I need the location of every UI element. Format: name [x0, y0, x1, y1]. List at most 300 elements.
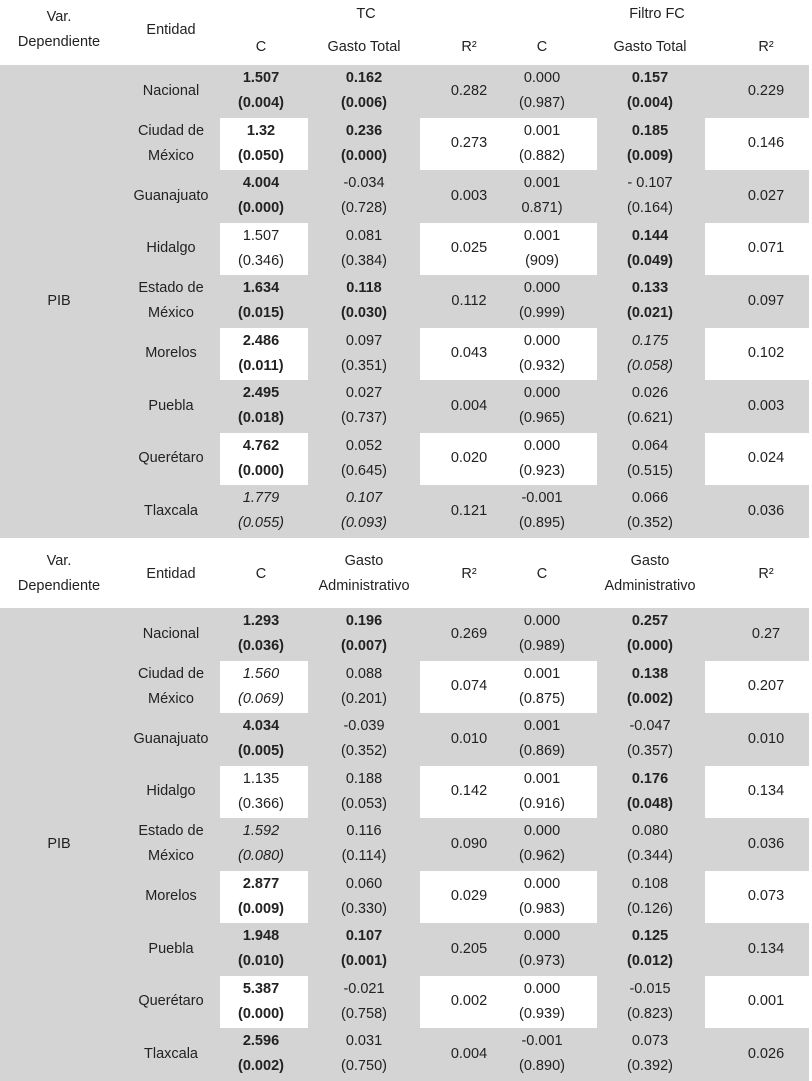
- cell-c1: [216, 976, 306, 1029]
- cell-c2-line: -0.001: [521, 490, 563, 507]
- cell-c2-line: 0.000: [523, 385, 561, 402]
- cell-entity: [121, 871, 221, 924]
- cell-entity-line: Estado de: [138, 280, 204, 297]
- cell-g2-line: (0.012): [627, 953, 673, 970]
- cell-c2-line: 0.001: [523, 770, 561, 787]
- cell-c1-line: 1.507: [242, 70, 280, 87]
- cell-c1-line: (0.055): [238, 515, 284, 532]
- cell-c1-line: 2.495: [242, 385, 280, 402]
- cell-entity-line: Puebla: [148, 397, 194, 414]
- cell-r2: [721, 275, 811, 328]
- cell-r2-value: 0.036: [747, 502, 785, 519]
- cell-g1-line: (0.114): [341, 848, 387, 865]
- cell-c2: [497, 433, 587, 486]
- cell-g2-line: 0.176: [631, 770, 669, 787]
- cell-g1: [319, 485, 409, 538]
- cell-g1-line: 0.116: [346, 823, 382, 840]
- cell-r1-value: 0.004: [450, 1045, 488, 1062]
- cell-c1: [216, 923, 306, 976]
- results-table: [0, 540, 809, 1081]
- cell-c1: [216, 871, 306, 924]
- header-c1-label: C: [255, 565, 267, 582]
- cell-c1-line: (0.000): [238, 1005, 284, 1022]
- cell-g2: [605, 485, 695, 538]
- cell-c2-line: (0.923): [519, 462, 565, 479]
- cell-r1-value: 0.004: [450, 397, 488, 414]
- cell-c2: [497, 1028, 587, 1081]
- header-var-dependiente-line: Dependiente: [17, 578, 101, 594]
- cell-c2-line: (0.895): [519, 515, 565, 532]
- header-g2: [585, 540, 715, 608]
- cell-r2-value: 0.229: [747, 82, 785, 99]
- cell-g1: [319, 170, 409, 223]
- cell-entity: [121, 433, 221, 486]
- cell-g2-line: (0.126): [627, 900, 673, 917]
- cell-c2: [497, 170, 587, 223]
- cell-c1-line: 1.592: [242, 823, 280, 840]
- cell-g2: [605, 328, 695, 381]
- cell-g1-line: -0.039: [343, 718, 385, 735]
- cell-g1-line: (0.330): [341, 900, 387, 917]
- header-g2: [585, 34, 715, 60]
- cell-c2: [497, 923, 587, 976]
- cell-r1-value: 0.142: [450, 783, 488, 800]
- cell-g2-line: (0.357): [627, 743, 673, 760]
- cell-g1-line: (0.001): [341, 953, 387, 970]
- cell-g2-line: (0.621): [627, 410, 673, 427]
- cell-r2: [721, 608, 811, 661]
- cell-g2: [605, 380, 695, 433]
- cell-entity-line: Puebla: [148, 940, 194, 957]
- header-g2-label: Gasto Total: [613, 38, 687, 55]
- cell-g1-line: (0.728): [341, 200, 387, 217]
- cell-r2-value: 0.024: [747, 450, 785, 467]
- cell-g1: [319, 1028, 409, 1081]
- cell-g2-line: (0.515): [627, 462, 673, 479]
- cell-c2-line: 0.001: [523, 718, 561, 735]
- header-g2-line: Administrativo: [604, 578, 696, 594]
- header-g1-line: Administrativo: [318, 578, 410, 594]
- cell-entity: [121, 608, 221, 661]
- header-g1-label: Gasto Total: [327, 38, 401, 55]
- cell-g2-line: (0.009): [627, 147, 673, 164]
- cell-g2-line: 0.125: [631, 928, 669, 945]
- cell-r1-value: 0.090: [450, 835, 488, 852]
- cell-r2: [721, 871, 811, 924]
- cell-g1: [319, 818, 409, 871]
- cell-r2-value: 0.010: [747, 730, 785, 747]
- cell-c2-line: 0.000: [523, 332, 561, 349]
- cell-g1-line: 0.052: [345, 437, 383, 454]
- cell-r1-value: 0.121: [450, 502, 488, 519]
- cell-r2-value: 0.027: [747, 187, 785, 204]
- cell-c2: [497, 275, 587, 328]
- cell-c1-line: (0.080): [238, 848, 284, 865]
- cell-g2-line: 0.144: [631, 227, 669, 244]
- cell-g2-line: 0.157: [631, 70, 669, 87]
- cell-c1: [216, 433, 306, 486]
- cell-g1-line: 0.060: [345, 875, 383, 892]
- header-entidad-label: Entidad: [146, 565, 196, 582]
- cell-g2-line: 0.138: [631, 665, 669, 682]
- cell-g2-line: 0.066: [631, 490, 669, 507]
- cell-entity: [121, 923, 221, 976]
- cell-c1-line: (0.018): [238, 410, 284, 427]
- cell-c2-line: (0.932): [519, 357, 565, 374]
- cell-r2: [721, 380, 811, 433]
- cell-r2-value: 0.102: [747, 345, 785, 362]
- cell-c2-line: (0.983): [519, 900, 565, 917]
- cell-g2-line: (0.049): [627, 252, 673, 269]
- header-g2-line: Gasto: [630, 553, 670, 569]
- cell-g2-line: 0.064: [631, 437, 669, 454]
- cell-c2: [497, 65, 587, 118]
- cell-c2: [497, 871, 587, 924]
- cell-g2: [605, 661, 695, 714]
- cell-r2-value: 0.134: [747, 940, 785, 957]
- cell-entity: [121, 328, 221, 381]
- cell-g2-line: (0.021): [627, 305, 673, 322]
- cell-g1-line: 0.236: [345, 122, 383, 139]
- header-entidad-label: Entidad: [146, 21, 196, 38]
- cell-c2: [497, 818, 587, 871]
- cell-r2: [721, 713, 811, 766]
- cell-c2-line: (0.890): [519, 1058, 565, 1075]
- cell-r1-value: 0.010: [450, 730, 488, 747]
- cell-c1-line: (0.011): [238, 357, 284, 374]
- cell-c1: [216, 275, 306, 328]
- cell-g2: [605, 923, 695, 976]
- header-r2-label: R²: [758, 38, 774, 55]
- cell-g1-line: (0.007): [341, 638, 387, 655]
- cell-c1: [216, 608, 306, 661]
- cell-g1-line: (0.053): [341, 795, 387, 812]
- cell-r2: [721, 223, 811, 276]
- cell-r2-value: 0.026: [747, 1045, 785, 1062]
- cell-g2: [605, 818, 695, 871]
- header-r1-label: R²: [461, 38, 477, 55]
- cell-entity: [121, 380, 221, 433]
- header-g1-line: Gasto: [344, 553, 384, 569]
- cell-g1: [319, 65, 409, 118]
- cell-entity: [121, 713, 221, 766]
- cell-r1-value: 0.020: [450, 450, 488, 467]
- header-group-tc-label: TC: [356, 5, 376, 22]
- cell-c1-line: 5.387: [242, 980, 280, 997]
- cell-r2: [721, 118, 811, 171]
- cell-c1: [216, 118, 306, 171]
- cell-g1-line: (0.645): [341, 462, 387, 479]
- cell-g1-line: (0.758): [341, 1005, 387, 1022]
- cell-c2-line: 0.000: [523, 280, 561, 297]
- cell-r2: [721, 818, 811, 871]
- cell-r2: [721, 661, 811, 714]
- cell-g1: [319, 766, 409, 819]
- cell-c2-line: 0.001: [523, 122, 561, 139]
- cell-g2-line: (0.058): [627, 357, 673, 374]
- cell-c1-line: 1.948: [242, 928, 280, 945]
- cell-entity: [121, 1028, 221, 1081]
- cell-entity: [121, 223, 221, 276]
- cell-g1-line: 0.097: [345, 332, 383, 349]
- cell-g2-line: (0.344): [627, 848, 673, 865]
- cell-r1-value: 0.029: [450, 888, 488, 905]
- cell-c2: [497, 976, 587, 1029]
- cell-c1-line: (0.000): [238, 462, 284, 479]
- cell-r2-value: 0.097: [747, 292, 785, 309]
- cell-c1-line: (0.010): [238, 953, 284, 970]
- cell-g2: [605, 170, 695, 223]
- cell-c1-line: (0.002): [238, 1058, 284, 1075]
- cell-c2: [497, 608, 587, 661]
- cell-r2: [721, 766, 811, 819]
- cell-c1: [216, 223, 306, 276]
- cell-entity: [121, 275, 221, 328]
- cell-g1: [319, 328, 409, 381]
- cell-c1-line: 4.034: [242, 718, 280, 735]
- cell-c2-line: (0.989): [519, 638, 565, 655]
- cell-g1-line: 0.118: [346, 280, 382, 297]
- cell-c1-line: (0.366): [238, 795, 284, 812]
- cell-g2-line: 0.080: [631, 823, 669, 840]
- header-c1-label: C: [255, 38, 267, 55]
- header-var-dependiente-line: Var.: [46, 553, 72, 569]
- cell-r1-value: 0.003: [450, 187, 488, 204]
- cell-entity-line: Morelos: [145, 345, 197, 362]
- cell-r2: [721, 170, 811, 223]
- cell-g2-line: (0.000): [627, 638, 673, 655]
- cell-g1-line: 0.188: [345, 770, 383, 787]
- cell-g1-line: (0.030): [341, 305, 387, 322]
- cell-c1-line: 4.762: [242, 437, 280, 454]
- cell-g1-line: (0.093): [341, 515, 387, 532]
- cell-entity: [121, 661, 221, 714]
- cell-g2: [605, 118, 695, 171]
- cell-c1-line: (0.050): [238, 147, 284, 164]
- cell-c2-line: (0.939): [519, 1005, 565, 1022]
- cell-g2: [605, 976, 695, 1029]
- cell-c2-line: 0.000: [523, 437, 561, 454]
- header-c2-label: C: [536, 565, 548, 582]
- cell-g1-line: (0.737): [341, 410, 387, 427]
- header-group-filtro-fc-label: Filtro FC: [629, 5, 685, 22]
- cell-g2-line: (0.002): [627, 690, 673, 707]
- header-var-dependiente: [4, 540, 114, 608]
- header-r1-label: R²: [461, 565, 477, 582]
- cell-g2: [605, 433, 695, 486]
- cell-g1-line: 0.107: [345, 490, 383, 507]
- cell-entity-line: México: [148, 690, 194, 707]
- cell-g2: [605, 713, 695, 766]
- cell-c2-line: 0.000: [523, 980, 561, 997]
- cell-c1: [216, 328, 306, 381]
- cell-g1-line: 0.081: [345, 227, 383, 244]
- cell-c1: [216, 170, 306, 223]
- cell-c2: [497, 766, 587, 819]
- cell-entity-line: México: [148, 848, 194, 865]
- cell-g1-line: 0.031: [345, 1033, 383, 1050]
- cell-g1: [319, 275, 409, 328]
- cell-g1-line: -0.034: [343, 175, 385, 192]
- cell-c2-line: (0.987): [519, 95, 565, 112]
- cell-c1-line: 4.004: [242, 175, 280, 192]
- cell-c1-line: 2.486: [242, 332, 280, 349]
- cell-c1-line: 2.596: [242, 1033, 280, 1050]
- cell-r2-value: 0.073: [747, 888, 785, 905]
- cell-g1-line: (0.006): [341, 95, 387, 112]
- cell-c1: [216, 380, 306, 433]
- cell-entity-line: México: [148, 305, 194, 322]
- cell-g2-line: (0.048): [627, 795, 673, 812]
- cell-c2-line: (0.916): [519, 795, 565, 812]
- cell-c2-line: (0.875): [519, 690, 565, 707]
- cell-g1: [319, 223, 409, 276]
- cell-c1-line: (0.005): [238, 743, 284, 760]
- cell-g1: [319, 380, 409, 433]
- cell-entity-line: Guanajuato: [133, 187, 209, 204]
- cell-c2: [497, 118, 587, 171]
- cell-entity-line: Ciudad de: [137, 665, 205, 682]
- cell-c2-line: 0.000: [523, 613, 561, 630]
- cell-g1-line: 0.088: [345, 665, 383, 682]
- cell-c2: [497, 328, 587, 381]
- header-var-dependiente: [4, 0, 114, 60]
- cell-entity: [121, 170, 221, 223]
- cell-entity-line: Nacional: [142, 82, 200, 99]
- cell-g1-line: (0.750): [341, 1058, 387, 1075]
- results-table: [0, 0, 809, 538]
- cell-c1: [216, 661, 306, 714]
- cell-g1-line: (0.351): [341, 357, 387, 374]
- cell-r2: [721, 328, 811, 381]
- cell-c1: [216, 1028, 306, 1081]
- cell-c1-line: 1.507: [242, 227, 280, 244]
- cell-g2-line: 0.257: [631, 613, 669, 630]
- cell-r1-value: 0.112: [451, 292, 487, 309]
- cell-c2-line: 0.000: [523, 823, 561, 840]
- cell-c2-line: 0.000: [523, 875, 561, 892]
- cell-c1-line: (0.069): [238, 690, 284, 707]
- cell-r2: [721, 485, 811, 538]
- cell-c2: [497, 661, 587, 714]
- cell-g2: [605, 608, 695, 661]
- cell-g1: [319, 661, 409, 714]
- cell-g1: [319, 976, 409, 1029]
- cell-g1: [319, 923, 409, 976]
- cell-c1: [216, 713, 306, 766]
- cell-g2-line: (0.164): [627, 200, 673, 217]
- cell-g2-line: -0.047: [629, 718, 671, 735]
- cell-g1: [319, 608, 409, 661]
- cell-r1-value: 0.074: [450, 678, 488, 695]
- cell-r1-value: 0.002: [450, 993, 488, 1010]
- cell-c1-line: 1.779: [242, 490, 280, 507]
- cell-c1-line: 2.877: [242, 875, 280, 892]
- cell-r2-value: 0.001: [747, 993, 785, 1010]
- cell-entity-line: Querétaro: [138, 993, 204, 1010]
- cell-c1-line: 1.293: [242, 613, 280, 630]
- cell-g1-line: (0.352): [341, 743, 387, 760]
- cell-c1-line: (0.346): [238, 252, 284, 269]
- cell-c2-line: -0.001: [521, 1033, 563, 1050]
- cell-g1-line: 0.107: [345, 928, 383, 945]
- cell-g2-line: (0.352): [627, 515, 673, 532]
- cell-g2: [605, 1028, 695, 1081]
- cell-g1-line: 0.162: [345, 70, 383, 87]
- cell-g1: [319, 118, 409, 171]
- cell-entity: [121, 976, 221, 1029]
- cell-c1-line: 1.560: [242, 665, 280, 682]
- cell-c1: [216, 485, 306, 538]
- cell-r2-value: 0.134: [747, 783, 785, 800]
- header-r2: [701, 540, 812, 608]
- cell-entity-line: Ciudad de: [137, 122, 205, 139]
- cell-g2-line: 0.108: [631, 875, 669, 892]
- header-var-dependiente-line: Dependiente: [17, 34, 101, 50]
- cell-r1-value: 0.269: [450, 625, 488, 642]
- cell-r2: [721, 1028, 811, 1081]
- cell-g2-line: 0.073: [631, 1033, 669, 1050]
- cell-entity-line: Estado de: [138, 823, 204, 840]
- cell-g1-line: (0.384): [341, 252, 387, 269]
- cell-g2: [605, 871, 695, 924]
- cell-g2-line: 0.185: [631, 122, 669, 139]
- cell-c2: [497, 380, 587, 433]
- header-group-tc: [306, 0, 426, 28]
- cell-c1: [216, 818, 306, 871]
- cell-g1: [319, 871, 409, 924]
- cell-g2: [605, 766, 695, 819]
- cell-g1-line: 0.196: [345, 613, 383, 630]
- cell-c2-line: 0.871): [521, 200, 563, 217]
- cell-r1-value: 0.205: [450, 940, 488, 957]
- cell-g2-line: 0.133: [631, 280, 669, 297]
- cell-r2-value: 0.146: [747, 135, 785, 152]
- cell-g2-line: (0.004): [627, 95, 673, 112]
- cell-g2-line: 0.175: [631, 332, 669, 349]
- cell-r2: [721, 433, 811, 486]
- cell-r2-value: 0.071: [747, 240, 785, 257]
- cell-entity-line: Tlaxcala: [144, 502, 198, 519]
- cell-entity-line: Morelos: [145, 888, 197, 905]
- cell-g1-line: -0.021: [343, 980, 385, 997]
- cell-entity-line: Querétaro: [138, 450, 204, 467]
- header-group-filtro-fc: [587, 0, 727, 28]
- cell-entity-line: Tlaxcala: [144, 1045, 198, 1062]
- cell-entity: [121, 485, 221, 538]
- cell-g1-line: (0.000): [341, 147, 387, 164]
- cell-entity: [121, 65, 221, 118]
- cell-r2: [721, 65, 811, 118]
- cell-entity-line: Hidalgo: [146, 240, 196, 257]
- cell-c2: [497, 713, 587, 766]
- header-r2-label: R²: [758, 565, 774, 582]
- cell-c2-line: (0.882): [519, 147, 565, 164]
- cell-c2-line: 0.000: [523, 70, 561, 87]
- cell-r2-value: 0.003: [747, 397, 785, 414]
- cell-c2: [497, 223, 587, 276]
- cell-g2: [605, 65, 695, 118]
- cell-c2: [497, 485, 587, 538]
- cell-c1-line: 1.135: [242, 770, 280, 787]
- cell-c1-line: 1.32: [246, 122, 276, 139]
- dep-var-text: PIB: [47, 835, 71, 852]
- cell-r1-value: 0.025: [450, 240, 488, 257]
- cell-r2: [721, 923, 811, 976]
- cell-g1-line: 0.027: [345, 385, 383, 402]
- cell-entity: [121, 118, 221, 171]
- cell-r1-value: 0.043: [450, 345, 488, 362]
